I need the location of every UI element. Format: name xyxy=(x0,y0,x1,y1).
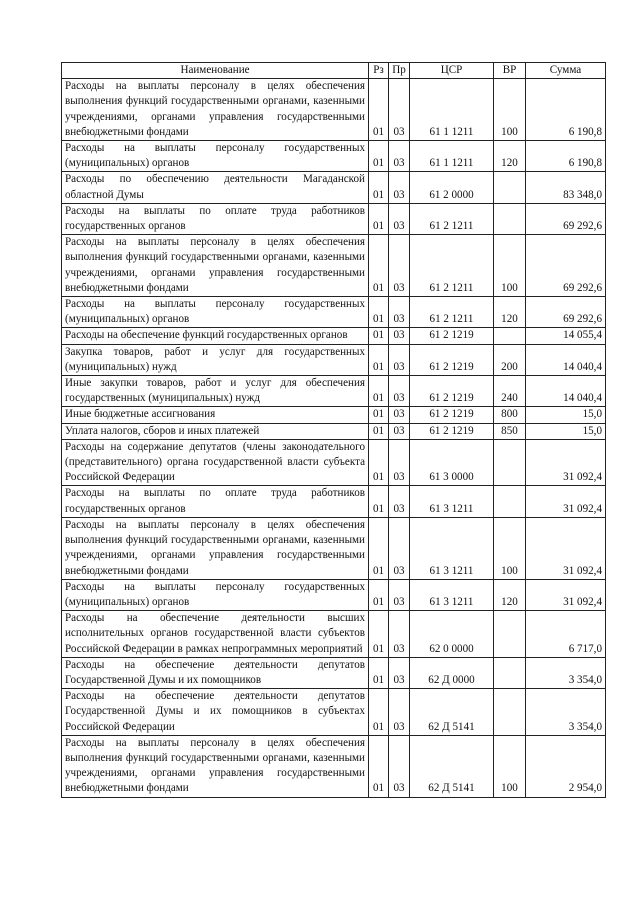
table-row xyxy=(62,689,606,736)
cell-pr: 03 xyxy=(389,376,410,407)
cell-rz: 01 xyxy=(369,439,389,486)
cell-name: Расходы на выплаты персоналу государственных (муниципальных) органов xyxy=(62,141,369,172)
cell-vr xyxy=(494,657,526,688)
cell-csr: 61 2 1219 xyxy=(410,344,494,375)
cell-sum: 31 092,4 xyxy=(526,439,606,486)
cell-name: Расходы на обеспечение деятельности депутатов Государственной Думы и их помощников xyxy=(62,657,369,688)
cell-sum: 2 954,0 xyxy=(526,735,606,797)
cell-pr: 03 xyxy=(389,735,410,797)
cell-name: Уплата налогов, сборов и иных платежей xyxy=(62,423,369,439)
cell-rz: 01 xyxy=(369,579,389,610)
cell-vr: 100 xyxy=(494,235,526,297)
cell-pr: 03 xyxy=(389,439,410,486)
table-body xyxy=(62,79,606,797)
cell-pr: 03 xyxy=(389,689,410,736)
cell-csr: 61 2 1211 xyxy=(410,203,494,234)
cell-vr: 100 xyxy=(494,517,526,579)
cell-rz: 01 xyxy=(369,407,389,423)
table-row xyxy=(62,172,606,203)
cell-csr: 61 1 1211 xyxy=(410,141,494,172)
cell-pr: 03 xyxy=(389,579,410,610)
cell-rz: 01 xyxy=(369,172,389,203)
cell-sum: 6 190,8 xyxy=(526,141,606,172)
cell-csr: 61 2 1211 xyxy=(410,297,494,328)
cell-csr: 61 3 0000 xyxy=(410,439,494,486)
cell-sum: 69 292,6 xyxy=(526,203,606,234)
table-row xyxy=(62,235,606,297)
cell-vr: 120 xyxy=(494,579,526,610)
cell-pr: 03 xyxy=(389,486,410,517)
cell-name: Расходы на выплаты персоналу в целях обеспечения выполнения функций государственными органами, казенными учреждениями, органами управления государственными внебюджетными фондами xyxy=(62,235,369,297)
cell-vr: 100 xyxy=(494,735,526,797)
cell-csr: 62 Д 5141 xyxy=(410,735,494,797)
cell-name: Закупка товаров, работ и услуг для государственных (муниципальных) нужд xyxy=(62,344,369,375)
table-row xyxy=(62,79,606,141)
cell-rz: 01 xyxy=(369,141,389,172)
cell-pr: 03 xyxy=(389,407,410,423)
cell-vr xyxy=(494,486,526,517)
cell-sum: 69 292,6 xyxy=(526,235,606,297)
cell-name: Расходы по обеспечению деятельности Магаданской областной Думы xyxy=(62,172,369,203)
cell-vr: 120 xyxy=(494,297,526,328)
table-row xyxy=(62,657,606,688)
table-row xyxy=(62,611,606,658)
cell-name: Иные бюджетные ассигнования xyxy=(62,407,369,423)
cell-rz: 01 xyxy=(369,344,389,375)
cell-sum: 31 092,4 xyxy=(526,579,606,610)
cell-pr: 03 xyxy=(389,657,410,688)
cell-rz: 01 xyxy=(369,517,389,579)
header-sum: Сумма xyxy=(526,63,606,79)
cell-sum: 15,0 xyxy=(526,423,606,439)
cell-sum: 15,0 xyxy=(526,407,606,423)
table-row xyxy=(62,735,606,797)
cell-vr xyxy=(494,203,526,234)
cell-csr: 61 2 1211 xyxy=(410,235,494,297)
table-row xyxy=(62,141,606,172)
cell-name: Расходы на выплаты персоналу в целях обеспечения выполнения функций государственными органами, казенными учреждениями, органами управления государственными внебюджетными фондами xyxy=(62,735,369,797)
cell-pr: 03 xyxy=(389,344,410,375)
cell-rz: 01 xyxy=(369,689,389,736)
table-row xyxy=(62,297,606,328)
cell-csr: 61 2 1219 xyxy=(410,407,494,423)
cell-vr: 850 xyxy=(494,423,526,439)
cell-name: Расходы на выплаты персоналу государственных (муниципальных) органов xyxy=(62,297,369,328)
cell-rz: 01 xyxy=(369,611,389,658)
table-row xyxy=(62,439,606,486)
table-row xyxy=(62,328,606,344)
cell-sum: 69 292,6 xyxy=(526,297,606,328)
cell-csr: 62 Д 5141 xyxy=(410,689,494,736)
cell-name: Расходы на обеспечение деятельности высших исполнительных органов государственной власти субъектов Российской Федерации в рамках непрограммных мероприятий xyxy=(62,611,369,658)
cell-name: Расходы на обеспечение функций государственных органов xyxy=(62,328,369,344)
cell-name: Иные закупки товаров, работ и услуг для обеспечения государственных (муниципальных) нужд xyxy=(62,376,369,407)
table-row xyxy=(62,376,606,407)
cell-csr: 61 2 0000 xyxy=(410,172,494,203)
table-row xyxy=(62,579,606,610)
cell-rz: 01 xyxy=(369,203,389,234)
cell-vr: 100 xyxy=(494,79,526,141)
header-pr: Пр xyxy=(389,63,410,79)
table-row xyxy=(62,344,606,375)
table-row xyxy=(62,486,606,517)
cell-sum: 3 354,0 xyxy=(526,689,606,736)
cell-vr xyxy=(494,439,526,486)
table-row xyxy=(62,423,606,439)
cell-rz: 01 xyxy=(369,235,389,297)
cell-rz: 01 xyxy=(369,376,389,407)
cell-name: Расходы на выплаты по оплате труда работников государственных органов xyxy=(62,203,369,234)
cell-pr: 03 xyxy=(389,328,410,344)
cell-sum: 14 055,4 xyxy=(526,328,606,344)
budget-table xyxy=(61,62,606,798)
table-row xyxy=(62,517,606,579)
header-name: Наименование xyxy=(62,63,369,79)
cell-csr: 61 2 1219 xyxy=(410,423,494,439)
cell-pr: 03 xyxy=(389,235,410,297)
cell-rz: 01 xyxy=(369,423,389,439)
cell-pr: 03 xyxy=(389,203,410,234)
cell-rz: 01 xyxy=(369,657,389,688)
cell-csr: 61 3 1211 xyxy=(410,517,494,579)
cell-vr xyxy=(494,172,526,203)
cell-name: Расходы на выплаты персоналу в целях обеспечения выполнения функций государственными органами, казенными учреждениями, органами управления государственными внебюджетными фондами xyxy=(62,517,369,579)
cell-sum: 14 040,4 xyxy=(526,344,606,375)
cell-vr: 240 xyxy=(494,376,526,407)
cell-vr: 800 xyxy=(494,407,526,423)
cell-name: Расходы на выплаты персоналу в целях обеспечения выполнения функций государственными органами, казенными учреждениями, органами управления государственными внебюджетными фондами xyxy=(62,79,369,141)
cell-rz: 01 xyxy=(369,328,389,344)
cell-sum: 31 092,4 xyxy=(526,486,606,517)
cell-name: Расходы на обеспечение деятельности депутатов Государственной Думы и их помощников в субъектах Российской Федерации xyxy=(62,689,369,736)
cell-vr xyxy=(494,611,526,658)
table-row xyxy=(62,407,606,423)
header-csr: ЦСР xyxy=(410,63,494,79)
cell-vr xyxy=(494,689,526,736)
cell-csr: 61 2 1219 xyxy=(410,376,494,407)
cell-csr: 62 Д 0000 xyxy=(410,657,494,688)
cell-vr xyxy=(494,328,526,344)
cell-pr: 03 xyxy=(389,141,410,172)
header-vr: ВР xyxy=(494,63,526,79)
header-rz: Рз xyxy=(369,63,389,79)
cell-name: Расходы на содержание депутатов (члены законодательного (представительного) органа государственной власти субъекта Российской Федерации xyxy=(62,439,369,486)
cell-pr: 03 xyxy=(389,297,410,328)
cell-name: Расходы на выплаты по оплате труда работников государственных органов xyxy=(62,486,369,517)
cell-rz: 01 xyxy=(369,297,389,328)
cell-sum: 3 354,0 xyxy=(526,657,606,688)
cell-vr: 200 xyxy=(494,344,526,375)
cell-sum: 6 717,0 xyxy=(526,611,606,658)
cell-pr: 03 xyxy=(389,611,410,658)
cell-pr: 03 xyxy=(389,423,410,439)
cell-rz: 01 xyxy=(369,486,389,517)
cell-pr: 03 xyxy=(389,172,410,203)
cell-csr: 61 3 1211 xyxy=(410,486,494,517)
cell-csr: 61 1 1211 xyxy=(410,79,494,141)
cell-vr: 120 xyxy=(494,141,526,172)
cell-sum: 14 040,4 xyxy=(526,376,606,407)
table-row xyxy=(62,203,606,234)
cell-rz: 01 xyxy=(369,79,389,141)
cell-csr: 61 2 1219 xyxy=(410,328,494,344)
cell-csr: 61 3 1211 xyxy=(410,579,494,610)
table-header-row xyxy=(62,63,606,79)
cell-sum: 31 092,4 xyxy=(526,517,606,579)
cell-sum: 83 348,0 xyxy=(526,172,606,203)
cell-rz: 01 xyxy=(369,735,389,797)
cell-pr: 03 xyxy=(389,517,410,579)
cell-csr: 62 0 0000 xyxy=(410,611,494,658)
cell-sum: 6 190,8 xyxy=(526,79,606,141)
cell-pr: 03 xyxy=(389,79,410,141)
cell-name: Расходы на выплаты персоналу государственных (муниципальных) органов xyxy=(62,579,369,610)
